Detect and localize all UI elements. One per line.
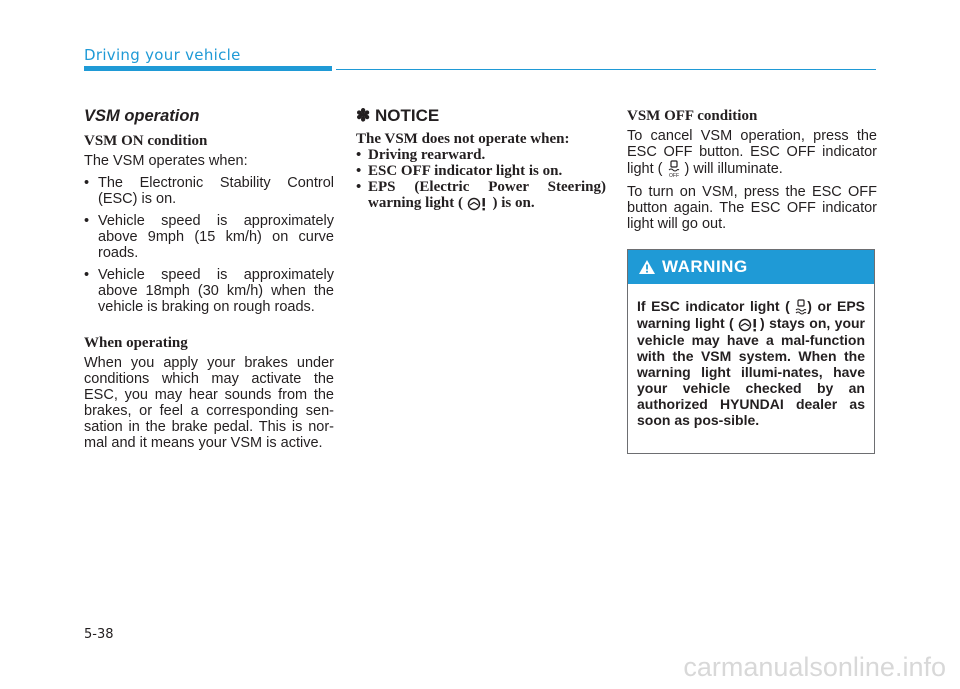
watermark: carmanualsonline.info	[683, 652, 946, 682]
vsm-on-list	[84, 175, 334, 315]
eps-warning-icon	[467, 197, 489, 211]
list-item: • ESC OFF indicator light is on.	[356, 163, 606, 179]
notice-symbol-icon: ✽	[356, 106, 371, 125]
header-rule-thin	[336, 69, 876, 70]
vsm-on-title: VSM ON condition	[84, 133, 208, 149]
header-rule-bold	[84, 66, 332, 71]
list-item: • Vehicle speed is approximately above 9mph (15 km/h) on curve roads.	[84, 213, 334, 261]
list-item: • Driving rearward.	[356, 147, 606, 163]
notice-title	[356, 108, 606, 124]
warning-body: If ESC indicator light ( ) or EPS warning light ( ) stays on, your vehicle may have a mal-function with the VSM system. When the warning light illumi-nates, have your vehicle checked by an authorized HYUNDAI dealer as soon as pos-sible.	[637, 298, 866, 428]
vsm-operation-heading: VSM operation	[84, 107, 200, 125]
notice-title-text: NOTICE	[374, 106, 440, 125]
column-left	[84, 108, 334, 457]
list-item	[356, 179, 606, 211]
notice-intro: The VSM does not operate when:	[356, 131, 570, 147]
when-operating-text: When you apply your brakes under conditions which may activate the ESC, you may hear sounds from the brakes, or feel a corresponding sen-sation in the brake pedal. This is nor-mal and it means your VSM is active.	[84, 355, 334, 451]
vsm-off-text-1: To cancel VSM operation, press the ESC OFF button. ESC OFF indicator light ( OFF ) will illuminate.	[627, 128, 877, 178]
eps-warning-icon	[738, 318, 760, 332]
column-right	[627, 108, 877, 238]
list-item: • Vehicle speed is approximately above 18mph (30 km/h) when the vehicle is braking on rough roads.	[84, 267, 334, 315]
esc-off-indicator-icon	[667, 160, 681, 178]
vsm-off-title: VSM OFF condition	[627, 108, 758, 124]
when-operating-title: When operating	[84, 335, 188, 351]
warning-box	[627, 249, 875, 454]
warning-header	[628, 250, 874, 284]
notice-list	[356, 147, 606, 211]
svg-text:OFF: OFF	[668, 173, 679, 178]
vsm-off-text-2: To turn on VSM, press the ESC OFF button again. The ESC OFF indicator light will go out.	[627, 184, 877, 232]
warning-title: WARNING	[662, 257, 748, 276]
column-middle	[356, 108, 606, 211]
eps-text-post: ) is on.	[492, 195, 535, 211]
vsm-on-intro: The VSM operates when:	[84, 153, 248, 169]
list-item: • The Electronic Stability Control (ESC) is on.	[84, 175, 334, 207]
page-number: 5-38	[84, 627, 114, 642]
section-title: Driving your vehicle	[84, 46, 241, 64]
eps-text-pre: EPS (Electric Power Steering) warning light (	[368, 179, 606, 211]
warning-triangle-icon	[638, 259, 656, 275]
esc-indicator-icon	[795, 299, 807, 315]
